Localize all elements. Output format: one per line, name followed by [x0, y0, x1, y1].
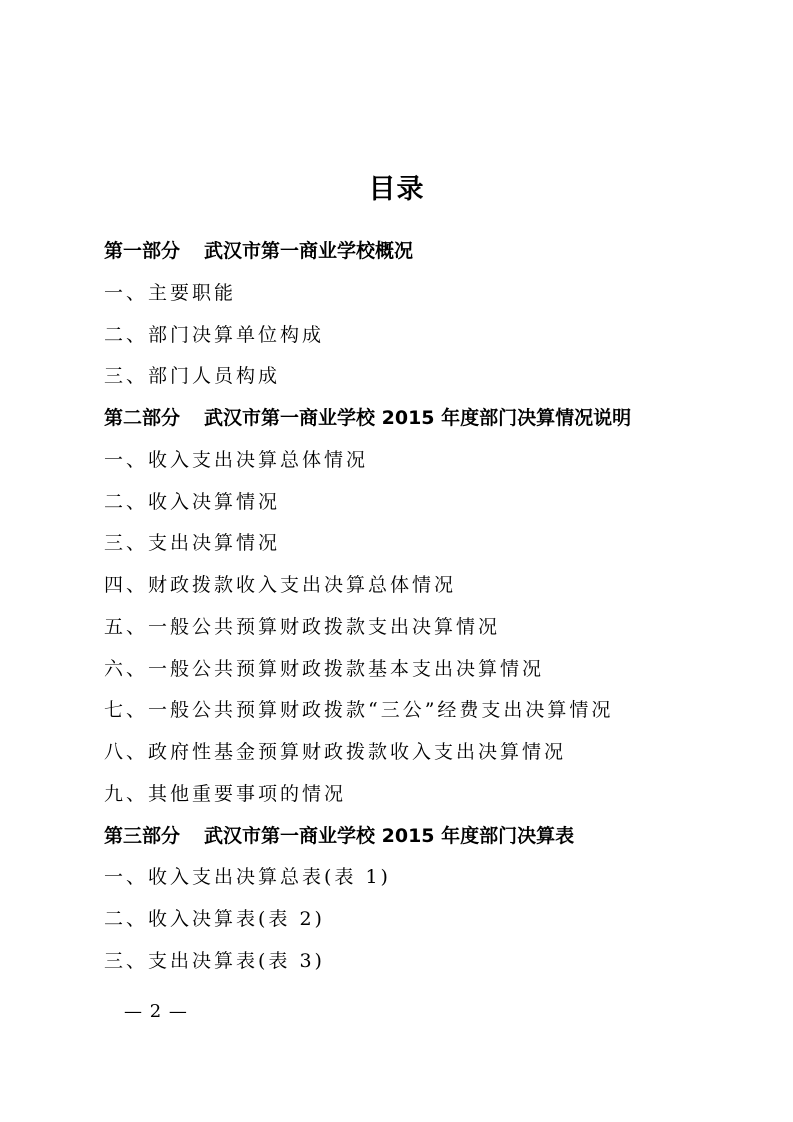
table-of-contents — [104, 231, 764, 983]
toc-part-2 — [104, 398, 764, 440]
part-label: 第三部分 — [104, 824, 181, 847]
toc-part-3 — [104, 816, 764, 858]
part-heading: 武汉市第一商业学校 2015 年度部门决算表 — [204, 824, 575, 847]
part-label: 第一部分 — [104, 240, 181, 262]
part-label: 第二部分 — [104, 407, 181, 429]
toc-item: 一、收入支出决算总体情况 — [104, 448, 369, 471]
toc-item: 二、收入决算情况 — [104, 490, 281, 513]
toc-item: 三、部门人员构成 — [104, 365, 281, 388]
toc-item: 六、一般公共预算财政拨款基本支出决算情况 — [104, 657, 545, 680]
toc-item: 四、财政拨款收入支出决算总体情况 — [104, 574, 457, 596]
page-number: — 2 — — [124, 1001, 188, 1022]
toc-item: 三、支出决算情况 — [104, 532, 281, 555]
part-heading: 武汉市第一商业学校 2015 年度部门决算情况说明 — [204, 407, 632, 429]
page-title: 目录 — [368, 174, 425, 205]
toc-item: 八、政府性基金预算财政拨款收入支出决算情况 — [104, 741, 567, 763]
toc-item: 七、一般公共预算财政拨款“三公”经费支出决算情况 — [104, 699, 614, 722]
toc-item: 二、收入决算表(表 2) — [104, 908, 325, 930]
part-heading: 武汉市第一商业学校概况 — [204, 240, 414, 262]
toc-part-1 — [104, 231, 764, 273]
toc-item: 五、一般公共预算财政拨款支出决算情况 — [104, 615, 501, 638]
toc-item: 二、部门决算单位构成 — [104, 323, 325, 346]
toc-item: 三、支出决算表(表 3) — [104, 949, 325, 972]
toc-item: 一、主要职能 — [104, 281, 237, 304]
toc-item: 九、其他重要事项的情况 — [104, 782, 347, 805]
toc-item: 一、收入支出决算总表(表 1) — [104, 866, 391, 889]
